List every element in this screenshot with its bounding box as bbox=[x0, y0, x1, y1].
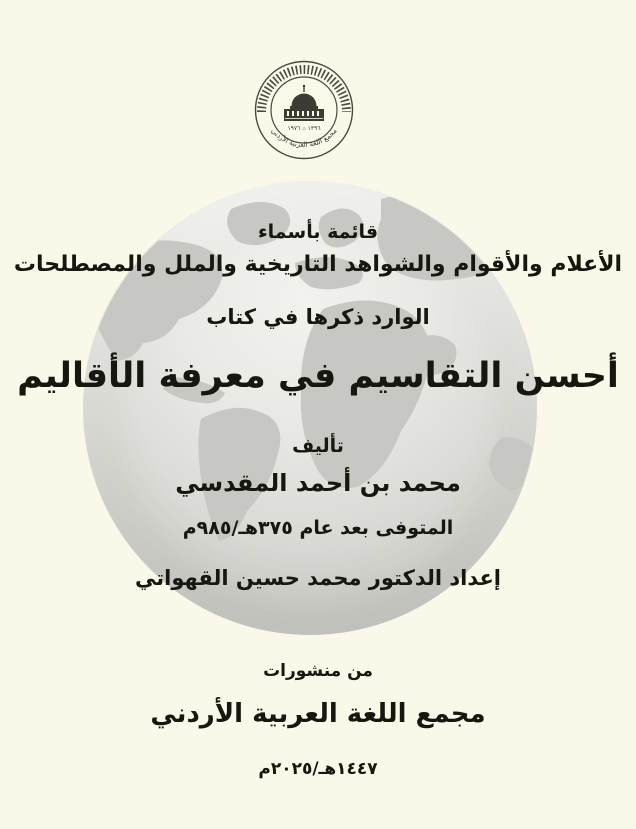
byline-label: تأليف bbox=[292, 435, 344, 457]
publication-year: ١٤٤٧هـ/٢٠٢٥م bbox=[258, 759, 378, 779]
editor-line: إعداد الدكتور محمد حسين القهواتي bbox=[134, 566, 502, 590]
academy-seal-graphic bbox=[254, 60, 354, 160]
book-title: أحسن التقاسيم في معرفة الأقاليم bbox=[17, 356, 619, 396]
seal-dates: ١٣٩٦ ۞ ١٩٧٦ bbox=[287, 125, 321, 132]
subtitle-line-2: الأعلام والأقوام والشواهد التاريخية والملل والمصطلحات bbox=[13, 252, 623, 277]
author-name: محمد بن أحمد المقدسي bbox=[175, 469, 461, 497]
publisher-name: مجمع اللغة العربية الأردني bbox=[150, 699, 486, 729]
subtitle-line-3: الوارد ذكرها في كتاب bbox=[206, 305, 430, 329]
author-death-note: المتوفى بعد عام ٣٧٥هـ/٩٨٥م bbox=[182, 517, 454, 539]
publisher-intro: من منشورات bbox=[263, 661, 373, 681]
subtitle-line-1: قائمة بأسماء bbox=[257, 221, 379, 243]
seal-ring-text: مجمع اللغة العربية الأردني bbox=[269, 126, 339, 149]
academy-seal bbox=[254, 60, 354, 160]
